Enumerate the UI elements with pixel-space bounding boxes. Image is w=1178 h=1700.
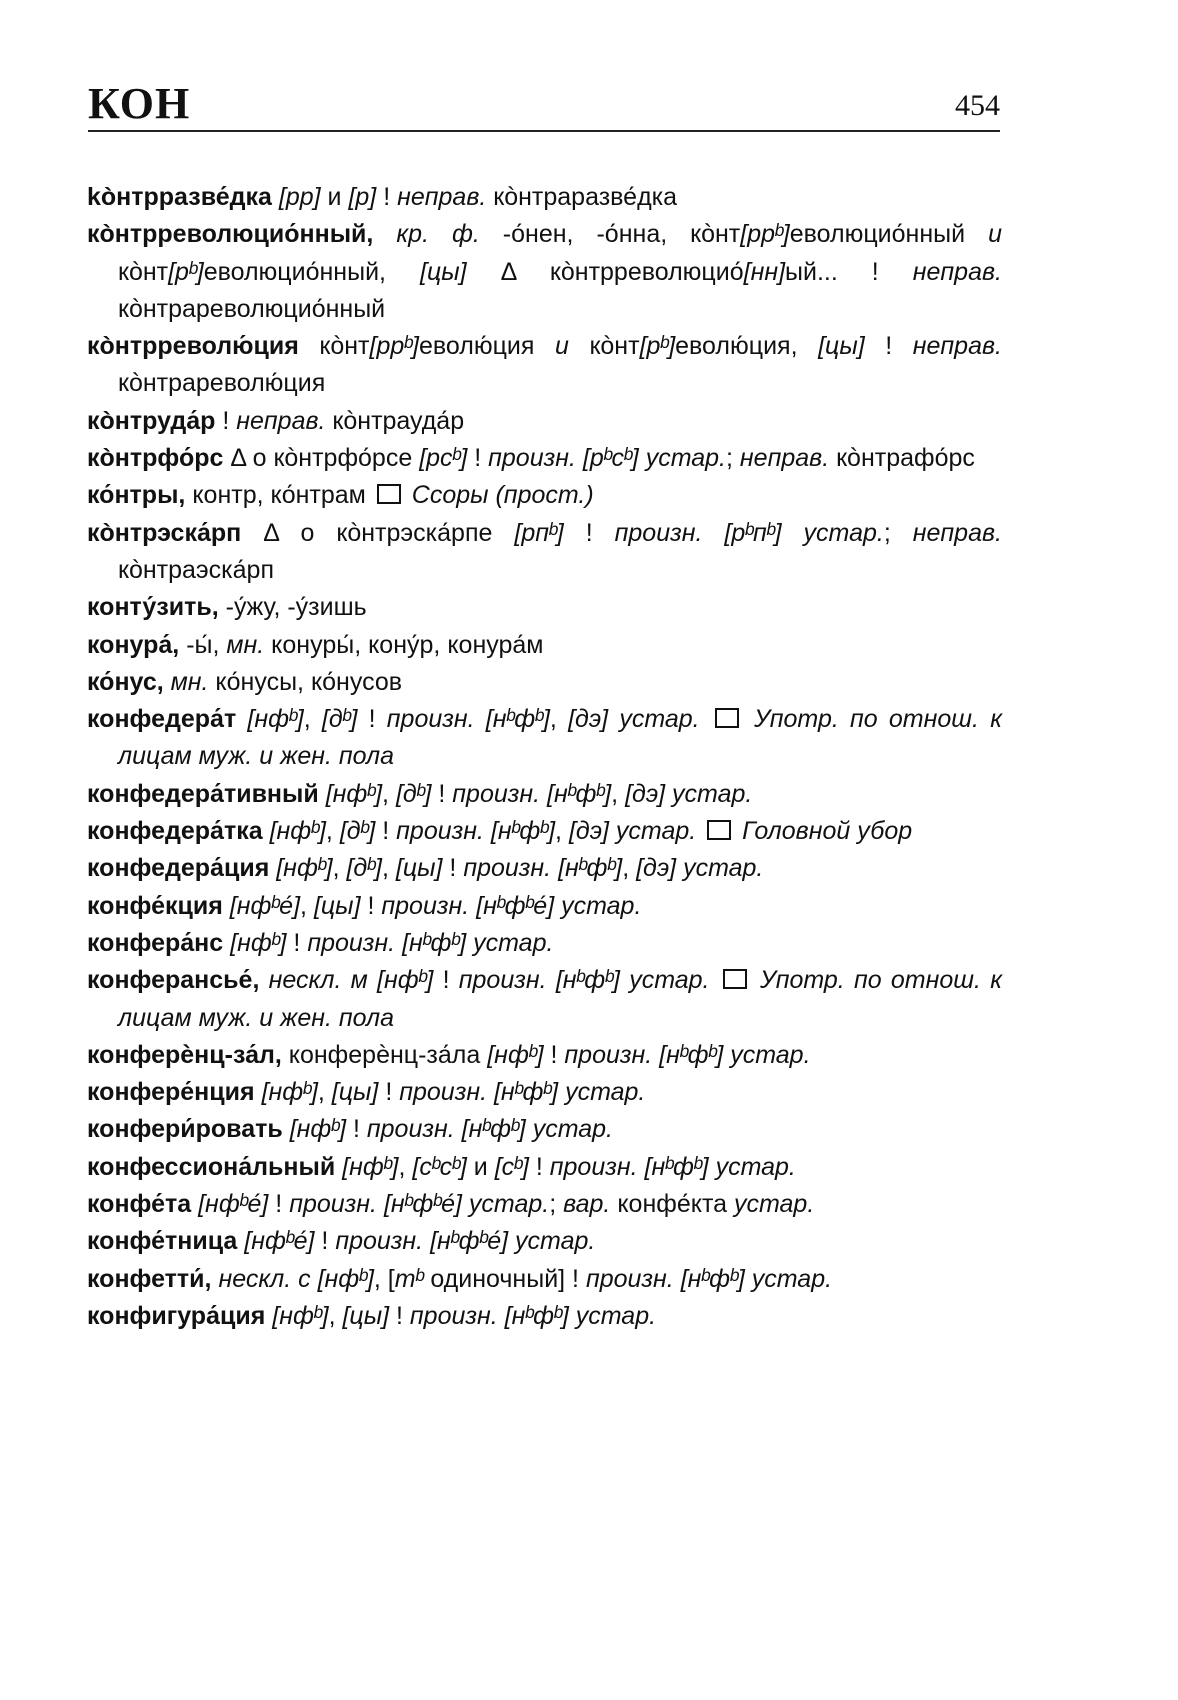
entry-text (236, 705, 247, 733)
italic-note: произн. (409, 1301, 498, 1330)
italic-note: произн. (307, 928, 396, 957)
headword: кòнтрфо́рс (87, 444, 224, 473)
dictionary-entry (87, 1074, 1002, 1111)
headword: конура́, (87, 630, 180, 659)
italic-note: Употр. по отнош. к лицам муж. и жен. пола (118, 966, 1003, 1032)
entry-text (751, 966, 760, 994)
italic-note: [рсᵇ] (419, 444, 468, 473)
italic-note: [рᵇ] (639, 332, 676, 361)
running-head: КОН (88, 79, 191, 128)
entry-text (487, 1078, 494, 1106)
entry-text: ! (357, 705, 387, 734)
italic-note: произн. (452, 779, 541, 808)
entry-text: Δ кòнтрреволюцио́ (466, 257, 744, 286)
italic-note: произн. (335, 1227, 424, 1256)
entry-text (710, 966, 719, 994)
italic-note: [нфᵇ] (272, 1301, 329, 1330)
entry-text: ! (286, 928, 308, 957)
entry-text (702, 519, 724, 547)
entry-text (696, 817, 703, 845)
italic-note: неправ. (397, 183, 487, 211)
headword: кòнтруда́р (87, 406, 216, 435)
dictionary-entry (87, 1111, 1002, 1148)
headword: конфедера́ция (87, 854, 270, 883)
italic-note: [нᵇфᵇе́] (476, 891, 555, 920)
entry-text: , (328, 1301, 343, 1330)
italic-note: нескл. м (268, 966, 368, 995)
entry-text: ко́нусы, ко́нусов (208, 667, 403, 696)
italic-note: [нфᵇе́] (229, 891, 301, 920)
dictionary-entry (87, 1223, 1002, 1260)
italic-note: [цы] (331, 1078, 379, 1107)
entry-text: и (466, 1152, 495, 1181)
entry-text: ! (378, 1078, 400, 1107)
italic-note: [нфᵇ] (289, 1115, 347, 1144)
entry-text: ! (433, 966, 459, 995)
italic-note: произн. (458, 966, 547, 995)
italic-note: и (554, 332, 569, 361)
italic-note: устар. (468, 1190, 550, 1219)
entry-text (508, 1227, 515, 1255)
italic-note: неправ. (912, 518, 1002, 547)
entry-text: , (332, 854, 347, 883)
italic-note: устар. (615, 817, 697, 846)
italic-note: [нфᵇе́] (244, 1227, 315, 1256)
italic-note: [нн] (743, 257, 786, 286)
italic-note: устар. (733, 1190, 815, 1219)
dictionary-entry (87, 962, 1002, 1037)
entry-text: , (381, 854, 396, 883)
entry-text: ! (563, 518, 615, 547)
italic-note: [цы] (818, 332, 865, 361)
entry-text: кòнт (568, 332, 640, 361)
dictionary-entry (87, 664, 1002, 701)
entry-text (405, 481, 412, 509)
italic-note: устар. (672, 779, 753, 808)
italic-note: произн. (366, 1115, 455, 1144)
italic-note: [ррᵇ] (740, 220, 790, 249)
dictionary-entry (87, 776, 1002, 813)
entry-text (259, 966, 268, 994)
entry-text (700, 705, 711, 733)
italic-note: неправ. (739, 444, 830, 473)
dictionary-entry (87, 328, 1002, 403)
dictionary-entry (87, 477, 1002, 514)
entry-text: еволю́ция (419, 332, 555, 361)
headword: конфедера́тивный (87, 779, 319, 808)
entry-text (609, 817, 616, 845)
italic-note: [сᵇ] (494, 1152, 529, 1181)
italic-note: [нᵇфᵇ] (558, 854, 623, 883)
dictionary-entry (87, 1037, 1002, 1074)
italic-note: [нᵇфᵇ] (659, 1040, 724, 1069)
entry-text (576, 444, 583, 472)
italic-note: произн. (614, 518, 703, 547)
entry-text: ! (864, 332, 913, 361)
entry-text (377, 1190, 384, 1218)
entry-text (223, 892, 230, 920)
headword: конфе́кция (87, 891, 223, 920)
entry-text (569, 1302, 576, 1330)
italic-note: кр. ф. (396, 220, 480, 249)
entry-text: , (398, 1152, 413, 1181)
italic-note: [нᵇфᵇ] (504, 1301, 569, 1330)
italic-note: устар. (683, 854, 764, 883)
italic-note: устар. (803, 518, 884, 547)
dictionary-entry (87, 179, 1002, 216)
entry-text: ! (375, 817, 397, 846)
usage-box-icon (377, 484, 401, 504)
dictionary-entry (87, 813, 1002, 850)
entry-text (745, 1265, 752, 1293)
entry-text: ; (726, 444, 740, 473)
entry-text: , (382, 779, 396, 808)
headword: кòнтрреволю́ция (87, 332, 299, 361)
italic-note: [дᵇ] (339, 817, 376, 846)
italic-note: [сᵇсᵇ] (412, 1152, 467, 1181)
italic-note: [рᵇсᵇ] (582, 444, 639, 473)
entry-text: конфе́кта (610, 1190, 734, 1219)
italic-note: [нᵇфᵇ] (461, 1115, 526, 1144)
usage-box-icon (707, 820, 731, 840)
italic-note: произн. (396, 817, 484, 846)
italic-note: [цы] (395, 854, 443, 883)
italic-note: устар. (715, 1152, 796, 1181)
dictionary-entry (87, 627, 1002, 664)
entry-text: еволюцио́нный (789, 220, 989, 249)
italic-note: устар. (751, 1264, 833, 1293)
italic-note: устар. (629, 966, 710, 995)
dictionary-entry (87, 440, 1002, 477)
dictionary-entry (87, 403, 1002, 440)
italic-note: [цы] (313, 891, 361, 920)
italic-note: мн. (226, 630, 265, 659)
entry-text: кòнтраэска́рп (118, 555, 274, 584)
italic-note: неправ. (912, 332, 1002, 361)
italic-note: устар. (473, 928, 554, 957)
headword: конферансье́, (87, 966, 260, 995)
entry-text: ; (549, 1190, 564, 1219)
italic-note: [нᵇфᵇ] (680, 1264, 745, 1293)
entry-text (547, 966, 556, 994)
entry-text: -о́нен, -о́нна, кòнт (479, 220, 741, 249)
entry-text: , (622, 854, 637, 883)
italic-note: устар. (565, 1078, 646, 1107)
italic-note: произн. (585, 1264, 674, 1293)
italic-note: вар. (563, 1190, 611, 1219)
entry-text (475, 705, 486, 733)
headword: конту́зить, (87, 593, 219, 622)
italic-note: произн. (381, 891, 470, 920)
headword: ко́нтры, (87, 481, 186, 510)
header-rule (88, 130, 1000, 132)
italic-note: [нфᵇ] (261, 1078, 318, 1107)
entry-text (709, 1153, 716, 1181)
entry-text (255, 1078, 262, 1106)
italic-note: [дᵇ] (346, 854, 382, 883)
headword: конфедера́т (87, 705, 237, 734)
italic-note: [дэ] (568, 705, 609, 734)
entry-text: конферѐнц-за́ла (281, 1040, 488, 1069)
italic-note: [рᵇпᵇ] (724, 518, 782, 547)
italic-note: [цы] (420, 257, 467, 286)
entry-text (608, 705, 619, 733)
italic-note: [р] (348, 183, 377, 211)
italic-note: [ррᵇ] (369, 332, 419, 361)
headword: конфессиона́льный (87, 1152, 336, 1181)
headword: конфера́нс (87, 928, 224, 957)
entry-text: , (300, 891, 314, 920)
entry-text (368, 966, 377, 994)
entry-text (462, 1190, 469, 1218)
italic-note: устар. (515, 1227, 596, 1256)
entry-text: кòнтраразве́дка (486, 183, 678, 211)
italic-note: [нᵇфᵇ] (402, 928, 467, 957)
italic-note: Головной убор (742, 817, 913, 846)
headword: конфе́та (87, 1190, 192, 1219)
italic-note: [нᵇфᵇе́] (430, 1227, 509, 1256)
italic-note: произн. (399, 1078, 488, 1107)
italic-note: [дᵇ] (395, 779, 432, 808)
italic-note: устар. (575, 1301, 657, 1330)
italic-note: [нфᵇ] (317, 1264, 374, 1293)
dictionary-entry (87, 925, 1002, 962)
italic-note: нескл. с (218, 1264, 311, 1293)
entry-text: , (611, 779, 626, 808)
dictionary-entry (87, 850, 1002, 887)
headword: ко́нус, (87, 667, 164, 696)
italic-note: [дэ] (568, 817, 609, 846)
dictionary-entry (87, 701, 1002, 776)
italic-note: [нфᵇ] (342, 1152, 399, 1181)
dictionary-entry (87, 216, 1002, 328)
italic-note: [дᵇ] (321, 705, 358, 734)
entry-text: ! (314, 1227, 336, 1256)
italic-note: [нфᵇ] (269, 817, 326, 846)
italic-note: произн. (463, 854, 552, 883)
italic-note: и (988, 220, 1002, 249)
entry-text (665, 780, 672, 808)
entry-text (743, 705, 754, 733)
usage-box-icon (715, 708, 739, 728)
italic-note: устар. (532, 1115, 614, 1144)
dictionary-entry (87, 888, 1002, 925)
italic-note: [нᵇфᵇ] (490, 817, 556, 846)
entry-text (311, 1265, 318, 1293)
italic-note: [нᵇфᵇ] (644, 1152, 709, 1181)
entry-text: ! (215, 406, 237, 435)
entry-text: еволю́ция, (675, 332, 819, 361)
entry-text: ! (360, 891, 382, 920)
entry-text: одиночный] ! (423, 1264, 586, 1293)
entry-text: ! (431, 779, 453, 808)
headword: конфере́нция (87, 1078, 255, 1107)
italic-note: устар. (730, 1040, 811, 1069)
italic-note: устар. (645, 444, 727, 473)
italic-note: [цы] (342, 1301, 390, 1330)
entry-text (639, 444, 646, 472)
entry-text: , (303, 705, 322, 734)
italic-note: [нᵇфᵇ] (555, 966, 620, 995)
italic-note: [нᵇфᵇ] (485, 705, 550, 734)
dictionary-entry (87, 1149, 1002, 1186)
italic-note: мн. (170, 667, 209, 696)
entry-text: кòнт (118, 257, 169, 286)
entry-text: , (549, 705, 569, 734)
italic-note: [нᵇфᵇ] (493, 1078, 559, 1107)
italic-note: произн. (488, 444, 576, 473)
entry-text (272, 183, 279, 211)
entry-text: Δ о кòнтрфо́рсе (223, 444, 420, 473)
entry-text (526, 1115, 533, 1143)
headword: кòнтрэска́рп (87, 518, 242, 547)
headword: конфери́ровать (87, 1115, 283, 1144)
entry-text: ! (268, 1190, 290, 1219)
entry-text: ! (543, 1040, 565, 1069)
dictionary-entry (87, 515, 1002, 590)
entry-text (484, 817, 491, 845)
entry-text (540, 780, 547, 808)
entry-text: , (325, 817, 340, 846)
entry-text: ! (376, 183, 398, 211)
dictionary-entries (87, 179, 1002, 1335)
headword: конферѐнц-за́л, (87, 1040, 282, 1069)
entry-text: -ы́, (179, 630, 227, 659)
dictionary-entry (87, 1186, 1002, 1223)
headword: кòнтрреволюцио́нный, (87, 220, 374, 249)
italic-note: [нфᵇ] (325, 779, 383, 808)
italic-note: [нфᵇ] (230, 928, 287, 957)
dictionary-entry (87, 1261, 1002, 1298)
page-header (88, 80, 1000, 128)
headword: kòнтрразве́дка (87, 183, 272, 211)
italic-note: [рпᵇ] (514, 518, 564, 547)
entry-text: кòнт (298, 332, 370, 361)
entry-text: , (317, 1078, 332, 1107)
entry-text (782, 519, 804, 547)
entry-text: кòнтрареволюцио́нный (118, 294, 386, 323)
entry-text: и (320, 183, 349, 211)
entry-text (498, 1302, 505, 1330)
italic-note: неправ. (236, 406, 326, 435)
headword: конфигура́ция (87, 1301, 266, 1330)
italic-note: устар. (619, 705, 700, 734)
entry-text (373, 220, 396, 248)
entry-text: еволюцио́нный, (203, 257, 420, 286)
entry-text: контр, ко́нтрам (185, 481, 373, 510)
page-number: 454 (955, 89, 1000, 122)
italic-note: произн. (549, 1152, 638, 1181)
entry-text (455, 1115, 462, 1143)
italic-note: [дэ] (625, 779, 666, 808)
italic-note: [рр] (278, 183, 321, 211)
entry-text (620, 966, 629, 994)
italic-note: [нфᵇ] (276, 854, 333, 883)
entry-text: кòнтрафо́рс (829, 444, 975, 473)
italic-note: [нᵇфᵇ] (547, 779, 612, 808)
entry-text: Δ о кòнтрэска́рпе (241, 518, 515, 547)
italic-note: [рᵇ] (168, 257, 204, 286)
headword: конфедера́тка (87, 817, 263, 846)
italic-note: неправ. (912, 257, 1002, 286)
italic-note: [нфᵇ] (487, 1040, 544, 1069)
entry-text (263, 817, 270, 845)
entry-text: ! (528, 1152, 550, 1181)
entry-text: ый... ! (785, 257, 913, 286)
entry-text: -у́жу, -у́зишь (218, 593, 367, 622)
italic-note: тᵇ (394, 1264, 424, 1293)
entry-text (319, 780, 326, 808)
dictionary-entry (87, 1298, 1002, 1335)
entry-text: ! (442, 854, 464, 883)
italic-note: [нᵇфᵇе́] (383, 1190, 462, 1219)
usage-box-icon (723, 969, 747, 989)
italic-note: [дэ] (636, 854, 677, 883)
entry-text: ; (883, 518, 913, 547)
entry-text (674, 1265, 681, 1293)
entry-text: , (555, 817, 569, 846)
headword: конфе́тница (87, 1227, 238, 1256)
italic-note: устар. (561, 891, 642, 920)
italic-note: [нфᵇ] (377, 966, 434, 995)
entry-text: конуры́, кону́р, конура́м (264, 630, 544, 659)
italic-note: произн. (386, 705, 475, 734)
italic-note: [нфᵇ] (247, 705, 304, 734)
italic-note: Употр. по отнош. к лицам муж. и жен. пола (118, 705, 1002, 771)
entry-text (638, 1153, 645, 1181)
entry-text (283, 1115, 290, 1143)
entry-text (164, 668, 171, 696)
italic-note: Ссоры (прост.) (411, 481, 594, 510)
italic-note: произн. (564, 1040, 653, 1069)
italic-note: [нфᵇе́] (198, 1190, 269, 1219)
headword: конфетти́, (87, 1264, 212, 1293)
entry-text: ! (346, 1115, 367, 1144)
entry-text: ! (389, 1301, 410, 1330)
entry-text: кòнтрауда́р (325, 406, 465, 435)
dictionary-entry (87, 589, 1002, 626)
entry-text: , [ (373, 1264, 395, 1293)
italic-note: произн. (289, 1190, 377, 1219)
entry-text: ! (467, 444, 489, 473)
entry-text: кòнтрареволю́ция (118, 369, 326, 398)
